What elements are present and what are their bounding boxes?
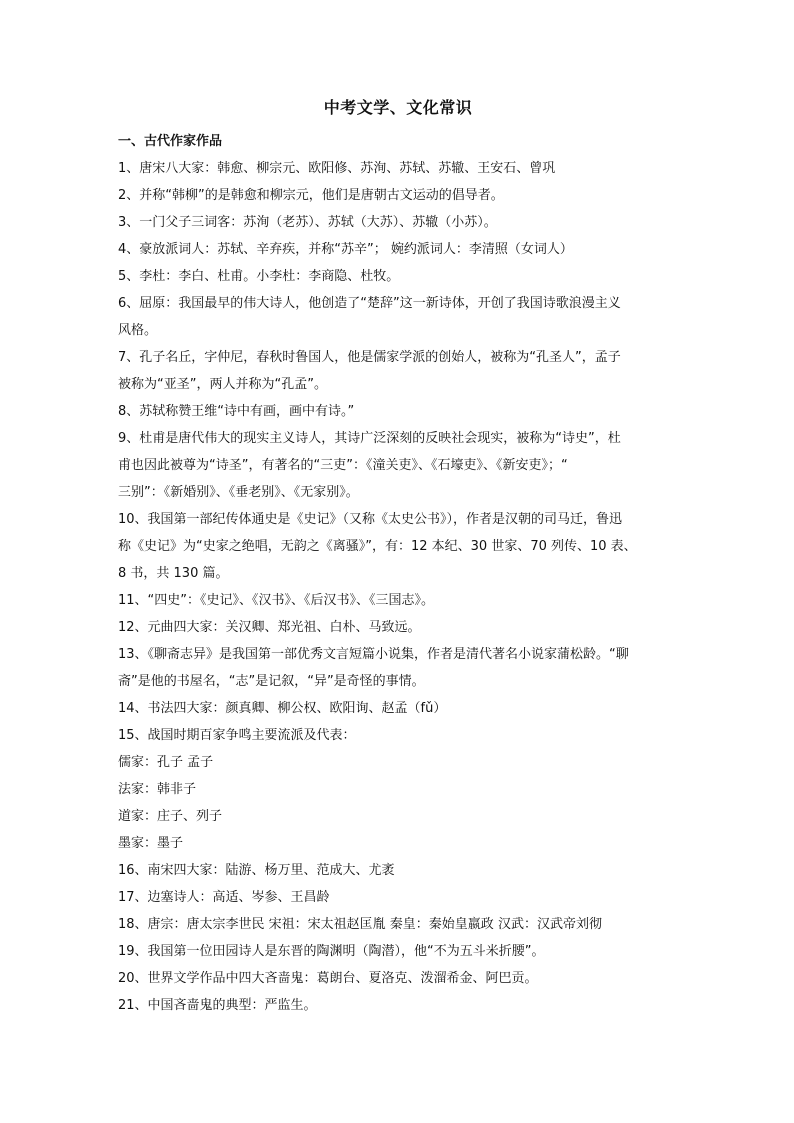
text-line: 7、孔子名丘，字仲尼，春秋时鲁国人，他是儒家学派的创始人，被称为“孔圣人”，孟子 (118, 350, 621, 365)
text-line: 21、中国吝啬鬼的典型：严监生。 (118, 998, 317, 1013)
text-line: 15、战国时期百家争鸣主要流派及代表： (118, 728, 356, 743)
text-line: 18、唐宗：唐太宗李世民 宋祖：宋太祖赵匡胤 秦皇：秦始皇嬴政 汉武：汉武帝刘彻 (118, 917, 602, 932)
text-line: 斋”是他的书屋名，“志”是记叙，“异”是奇怪的事情。 (118, 674, 425, 689)
text-line: 14、书法四大家：颜真卿、柳公权、欧阳询、赵孟（fǔ） (118, 701, 447, 716)
text-line: 20、世界文学作品中四大吝啬鬼：葛朗台、夏洛克、泼溜希金、阿巴贡。 (118, 971, 538, 986)
text-line: 8 书，共 130 篇。 (118, 566, 229, 581)
text-line: 儒家：孔子 孟子 (118, 755, 214, 770)
section-heading: 一、古代作家作品 (118, 134, 223, 149)
text-line: 道家：庄子、列子 (118, 809, 223, 824)
text-line: 称《史记》为“史家之绝唱，无韵之《离骚》”，有：12 本纪、30 世家、70 列传、10 表、 (118, 539, 637, 554)
text-line: 甫也因此被尊为“诗圣”，有著名的“三吏”：《潼关吏》、《石壕吏》、《新安吏》；“ (118, 458, 568, 473)
text-line: 1、唐宋八大家：韩愈、柳宗元、欧阳修、苏洵、苏轼、苏辙、王安石、曾巩 (118, 161, 556, 176)
text-line: 6、屈原：我国最早的伟大诗人，他创造了“楚辞”这一新诗体，开创了我国诗歌浪漫主义 (118, 296, 621, 311)
text-line: 墨家：墨子 (118, 836, 184, 851)
page-title: 中考文学、文化常识 (323, 98, 473, 117)
paragraph-list (118, 155, 678, 1019)
document-page (118, 96, 678, 1019)
text-line: 三别”：《新婚别》、《垂老别》、《无家别》。 (118, 485, 359, 500)
text-line: 19、我国第一位田园诗人是东晋的陶渊明（陶潜），他“不为五斗米折腰”。 (118, 944, 545, 959)
text-line: 5、李杜：李白、杜甫。小李杜：李商隐、杜牧。 (118, 269, 400, 284)
text-line: 17、边塞诗人：高适、岑参、王昌龄 (118, 890, 330, 905)
text-line: 10、我国第一部纪传体通史是《史记》（又称《太史公书》），作者是汉朝的司马迁，鲁迅 (118, 512, 623, 527)
text-line: 风格。 (118, 323, 158, 338)
text-line: 11、“四史”：《史记》、《汉书》、《后汉书》、《三国志》。 (118, 593, 435, 608)
text-line: 16、南宋四大家：陆游、杨万里、范成大、尤袤 (118, 863, 395, 878)
text-line: 8、苏轼称赞王维“诗中有画，画中有诗。” (118, 404, 355, 419)
text-line: 13、《聊斋志异》是我国第一部优秀文言短篇小说集，作者是清代著名小说家蒲松龄。“聊 (118, 647, 629, 662)
text-line: 被称为“亚圣”，两人并称为“孔孟”。 (118, 377, 327, 392)
text-line: 9、杜甫是唐代伟大的现实主义诗人，其诗广泛深刻的反映社会现实，被称为“诗史”，杜 (118, 431, 621, 446)
text-line: 12、元曲四大家：关汉卿、郑光祖、白朴、马致远。 (118, 620, 421, 635)
text-line: 法家：韩非子 (118, 782, 197, 797)
text-line: 2、并称“韩柳”的是韩愈和柳宗元，他们是唐朝古文运动的倡导者。 (118, 188, 504, 203)
text-line: 4、豪放派词人：苏轼、辛弃疾，并称“苏辛”； 婉约派词人：李清照（女词人） (118, 242, 573, 257)
text-line: 3、一门父子三词客：苏洵（老苏）、苏轼（大苏）、苏辙（小苏）。 (118, 215, 497, 230)
